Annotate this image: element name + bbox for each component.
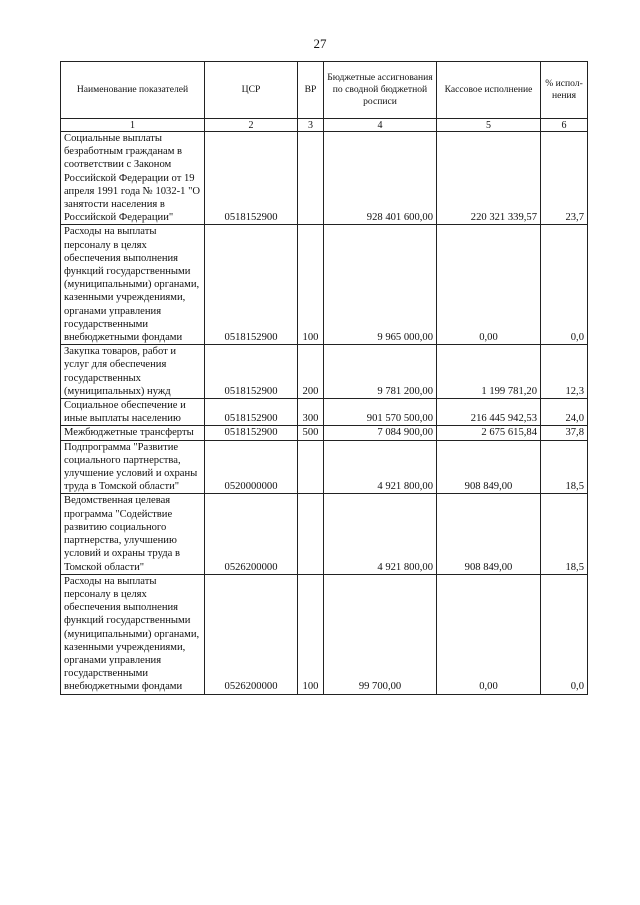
row-name: Социальные выплаты безработным гражданам в соответствии с Законом Российской Федерации от 19 апреля 1991 года № 1032-1 "О занятости населения в Российской Федерации" — [61, 132, 205, 225]
table-row — [61, 345, 588, 399]
header-name: Наименование показателей — [61, 62, 205, 119]
row-assignments: 928 401 600,00 — [324, 132, 437, 225]
row-percent: 18,5 — [541, 494, 588, 574]
row-name: Закупка товаров, работ и услуг для обеспечения государственных (муниципальных) нужд — [61, 345, 205, 399]
row-assignments: 901 570 500,00 — [324, 399, 437, 426]
column-number: 1 — [61, 119, 205, 132]
row-percent: 0,0 — [541, 574, 588, 694]
row-csr: 0518152900 — [205, 399, 298, 426]
row-name: Расходы на выплаты персоналу в целях обеспечения выполнения функций государственными (муниципальными) органами, казенными учреждениями, органами управления государственными внебюджетными фондами — [61, 574, 205, 694]
row-assignments: 9 781 200,00 — [324, 345, 437, 399]
row-percent: 23,7 — [541, 132, 588, 225]
row-vr: 300 — [298, 399, 324, 426]
budget-execution-table — [60, 61, 588, 695]
row-vr — [298, 132, 324, 225]
row-cash: 1 199 781,20 — [437, 345, 541, 399]
row-csr: 0518152900 — [205, 345, 298, 399]
column-number: 5 — [437, 119, 541, 132]
row-percent: 37,8 — [541, 426, 588, 440]
row-csr: 0526200000 — [205, 494, 298, 574]
row-vr — [298, 494, 324, 574]
column-number: 3 — [298, 119, 324, 132]
row-name: Социальное обеспечение и иные выплаты населению — [61, 399, 205, 426]
row-cash: 908 849,00 — [437, 494, 541, 574]
row-vr: 100 — [298, 574, 324, 694]
header-percent: % испол-нения — [541, 62, 588, 119]
row-assignments: 99 700,00 — [324, 574, 437, 694]
row-percent: 0,0 — [541, 225, 588, 345]
row-cash: 908 849,00 — [437, 440, 541, 494]
header-assignments: Бюджетные ассигнования по сводной бюджетной росписи — [324, 62, 437, 119]
table-row — [61, 440, 588, 494]
row-assignments: 4 921 800,00 — [324, 440, 437, 494]
row-vr: 200 — [298, 345, 324, 399]
column-number: 4 — [324, 119, 437, 132]
table-row — [61, 399, 588, 426]
row-percent: 12,3 — [541, 345, 588, 399]
row-csr: 0518152900 — [205, 132, 298, 225]
table-row — [61, 426, 588, 440]
column-number: 6 — [541, 119, 588, 132]
row-assignments: 4 921 800,00 — [324, 494, 437, 574]
row-name: Расходы на выплаты персоналу в целях обеспечения выполнения функций государственными (муниципальными) органами, казенными учреждениями, органами управления государственными внебюджетными фондами — [61, 225, 205, 345]
row-name: Межбюджетные трансферты — [61, 426, 205, 440]
row-cash: 220 321 339,57 — [437, 132, 541, 225]
row-percent: 18,5 — [541, 440, 588, 494]
row-cash: 2 675 615,84 — [437, 426, 541, 440]
column-number-row — [61, 119, 588, 132]
table-row — [61, 574, 588, 694]
row-cash: 216 445 942,53 — [437, 399, 541, 426]
column-number: 2 — [205, 119, 298, 132]
row-csr: 0520000000 — [205, 440, 298, 494]
table-row — [61, 225, 588, 345]
table-row — [61, 132, 588, 225]
header-row — [61, 62, 588, 119]
header-csr: ЦСР — [205, 62, 298, 119]
table-row — [61, 494, 588, 574]
page-number: 27 — [313, 36, 327, 51]
row-cash: 0,00 — [437, 225, 541, 345]
row-name: Ведомственная целевая программа "Содействие развитию социального партнерства, улучшению условий и охраны труда в Томской области" — [61, 494, 205, 574]
row-cash: 0,00 — [437, 574, 541, 694]
row-csr: 0518152900 — [205, 426, 298, 440]
row-percent: 24,0 — [541, 399, 588, 426]
row-csr: 0526200000 — [205, 574, 298, 694]
row-vr: 100 — [298, 225, 324, 345]
header-cash-execution: Кассовое исполнение — [437, 62, 541, 119]
row-assignments: 7 084 900,00 — [324, 426, 437, 440]
row-vr: 500 — [298, 426, 324, 440]
row-vr — [298, 440, 324, 494]
header-vr: ВР — [298, 62, 324, 119]
row-csr: 0518152900 — [205, 225, 298, 345]
row-assignments: 9 965 000,00 — [324, 225, 437, 345]
row-name: Подпрограмма "Развитие социального партнерства, улучшение условий и охраны труда в Томской области" — [61, 440, 205, 494]
